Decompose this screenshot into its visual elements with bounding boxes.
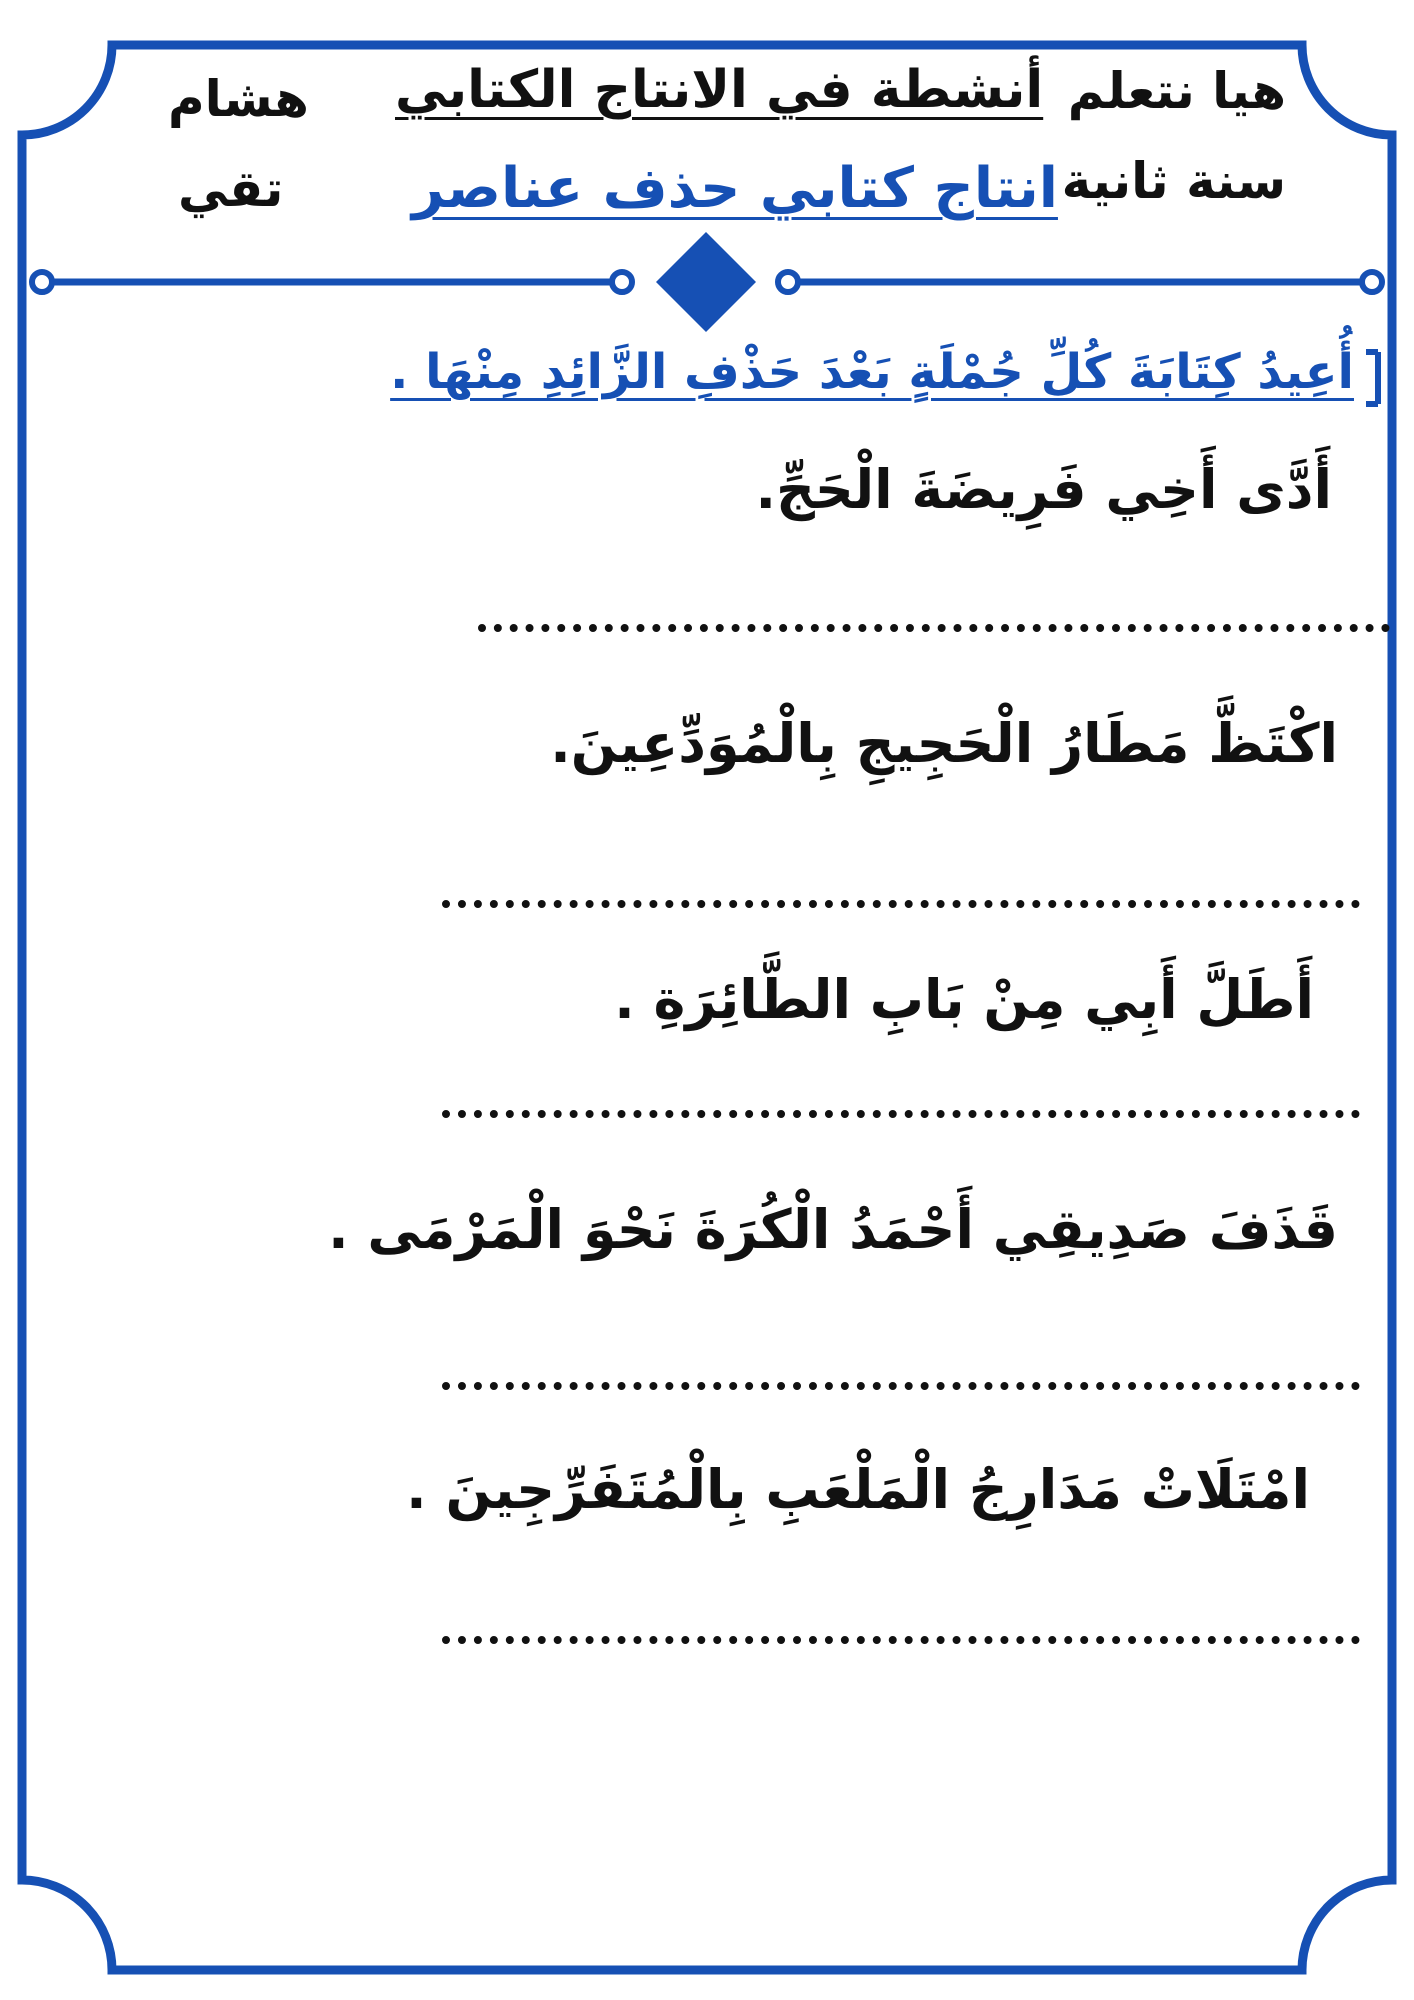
header-subject: هيا نتعلم <box>1067 62 1286 120</box>
header-divider <box>32 232 1382 332</box>
author-last-name: تقي <box>178 160 284 218</box>
diamond-ornament <box>656 232 756 332</box>
page-subtitle: انتاج كتابي حذف عناصر <box>412 156 1058 221</box>
sentence-2: اكْتَظَّ مَطَارُ الْحَجِيجِ بِالْمُوَدِّعِينَ. <box>550 712 1338 775</box>
answer-line-2[interactable] <box>442 900 1360 908</box>
sentence-5: امْتَلَاتْ مَدَارِجُ الْمَلْعَبِ بِالْمُتَفَرِّجِينَ . <box>406 1458 1310 1521</box>
sentence-1: أَدَّى أَخِي فَرِيضَةَ الْحَجِّ. <box>755 458 1332 521</box>
exercise-instruction: أُعِيدُ كِتَابَةَ كُلِّ جُمْلَةٍ بَعْدَ حَذْفِ الزَّائِدِ مِنْهَا . <box>390 344 1354 400</box>
answer-line-5[interactable] <box>442 1636 1360 1644</box>
answer-line-4[interactable] <box>442 1382 1360 1390</box>
header-grade: سنة ثانية <box>1061 152 1286 210</box>
page-title: أنشطة في الانتاج الكتابي <box>395 60 1044 120</box>
sentence-4: قَذَفَ صَدِيقِي أَحْمَدُ الْكُرَةَ نَحْوَ الْمَرْمَى . <box>328 1198 1338 1261</box>
answer-line-1[interactable] <box>478 624 1390 632</box>
sentence-3: أَطَلَّ أَبِي مِنْ بَابِ الطَّائِرَةِ . <box>614 968 1314 1031</box>
answer-line-3[interactable] <box>442 1110 1360 1118</box>
author-first-name: هشام <box>168 70 309 128</box>
